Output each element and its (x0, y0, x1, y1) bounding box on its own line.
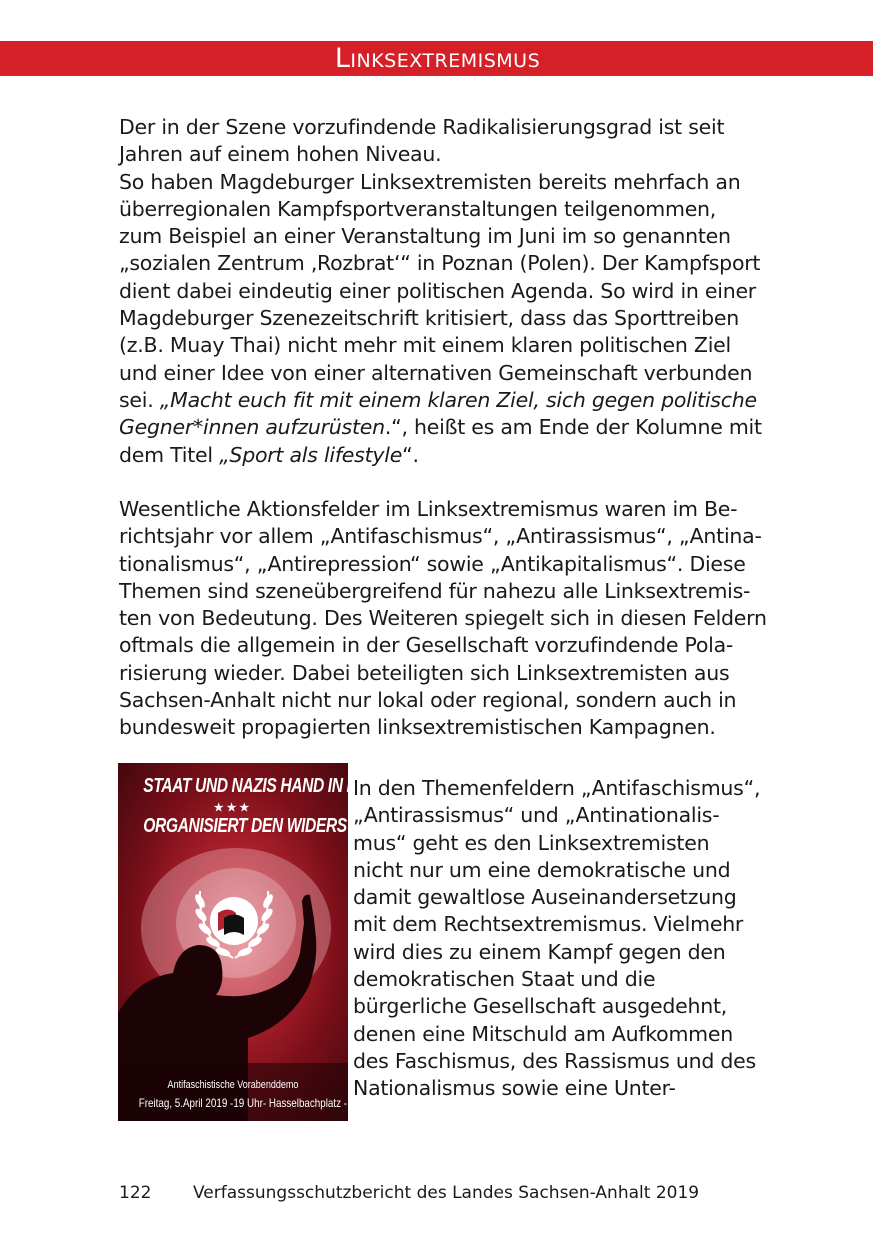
text-line: Themen sind szeneübergreifend für nahezu alle Linksextremis- (119, 578, 751, 603)
paragraph-2 (119, 496, 767, 742)
text-line: So haben Magdeburger Linksextremisten bereits mehrfach an (119, 169, 741, 194)
text-line: damit gewaltlose Auseinandersetzung (353, 885, 737, 910)
quote-italic: „Macht euch fit mit einem klaren Ziel, sich gegen politische (159, 387, 757, 412)
text-line: Der in der Szene vorzufindende Radikalisierungsgrad ist seit (119, 115, 725, 139)
text-segment: sei. (119, 387, 160, 412)
text-line: „sozialen Zentrum ‚Rozbrat‘“ in Poznan (Polen). Der Kampfsport (119, 251, 761, 276)
text-line: und einer Idee von einer alternativen Gemeinschaft verbunden (119, 360, 753, 385)
text-line: überregionalen Kampfsportveranstaltungen teilgenommen, (119, 196, 717, 221)
poster-event-name: Antifaschistische Vorabenddemo (167, 1079, 299, 1091)
text-line: Nationalismus sowie eine Unter- (353, 1076, 676, 1101)
text-line: wird dies zu einem Kampf gegen den (353, 939, 726, 964)
text-line: richtsjahr vor allem „Antifaschismus“, „Antirassismus“, „Antina- (119, 524, 762, 549)
text-segment: dem Titel (119, 442, 220, 467)
text-line (119, 387, 759, 414)
text-line: mit dem Rechtsextremismus. Vielmehr (353, 912, 744, 937)
text-line: tionalismus“, „Antirepression“ sowie „Antikapitalismus“. Diese (119, 551, 746, 576)
text-line: des Faschismus, des Rassismus und des (353, 1048, 756, 1073)
poster-headline-2: ORGANISIERT DEN WIDERSTAND (143, 815, 388, 837)
quote-italic: Gegner*innen aufzurüsten (119, 415, 385, 440)
page-number: 122 (119, 1183, 152, 1203)
text-line: mus“ geht es den Linksextremisten (353, 830, 710, 855)
text-segment: “. (402, 442, 419, 467)
paragraph-3 (353, 775, 763, 1103)
poster-stars-icon: ★★★ (213, 802, 253, 814)
text-line: Jahren auf einem hohen Niveau. (119, 142, 442, 167)
text-line: zum Beispiel an einer Veranstaltung im Juni im so genannten (119, 224, 731, 249)
text-segment: .“, heißt es am Ende der Kolumne mit (384, 415, 762, 440)
text-line: risierung wieder. Dabei beteiligten sich Linksextremisten aus (119, 660, 730, 685)
text-line: Sachsen-Anhalt nicht nur lokal oder regional, sondern auch in (119, 688, 737, 713)
title-italic: „Sport als lifestyle (219, 442, 403, 467)
text-line: ten von Bedeutung. Des Weiteren spiegelt sich in diesen Feldern (119, 606, 767, 631)
demo-poster-image (118, 763, 400, 1121)
text-line: dient dabei eindeutig einer politischen Agenda. So wird in einer (119, 278, 756, 303)
text-line: „Antirassismus“ und „Antinationalis- (353, 803, 720, 828)
text-line: In den Themenfeldern „Antifaschismus“, (353, 776, 761, 800)
text-line: nicht nur um eine demokratische und (353, 857, 731, 882)
poster-event-details: Freitag, 5.April 2019 -19 Uhr- Hasselbachplatz - Magdeburg (138, 1096, 400, 1110)
paragraph-1 (119, 114, 762, 469)
text-line: Wesentliche Aktionsfelder im Linksextremismus waren im Be- (119, 497, 738, 521)
footer-title: Verfassungsschutzbericht des Landes Sachsen-Anhalt 2019 (193, 1183, 700, 1203)
chapter-header (0, 41, 873, 76)
chapter-title: Linksextremismus (334, 43, 541, 74)
text-line: demokratischen Staat und die (353, 967, 656, 992)
text-line: bürgerliche Gesellschaft ausgedehnt, (353, 994, 728, 1019)
text-line: oftmals die allgemein in der Gesellschaft vorzufindende Pola- (119, 633, 734, 658)
text-line: denen eine Mitschuld am Aufkommen (353, 1021, 734, 1046)
text-line: Magdeburger Szenezeitschrift kritisiert, dass das Sporttreiben (119, 306, 740, 331)
text-line: bundesweit propagierten linksextremistischen Kampagnen. (119, 715, 716, 740)
text-line (119, 414, 762, 441)
text-line (119, 442, 759, 469)
text-line: (z.B. Muay Thai) nicht mehr mit einem klaren politischen Ziel (119, 333, 731, 358)
poster-headline-1: STAAT UND NAZIS HAND IN HAND (143, 775, 391, 797)
